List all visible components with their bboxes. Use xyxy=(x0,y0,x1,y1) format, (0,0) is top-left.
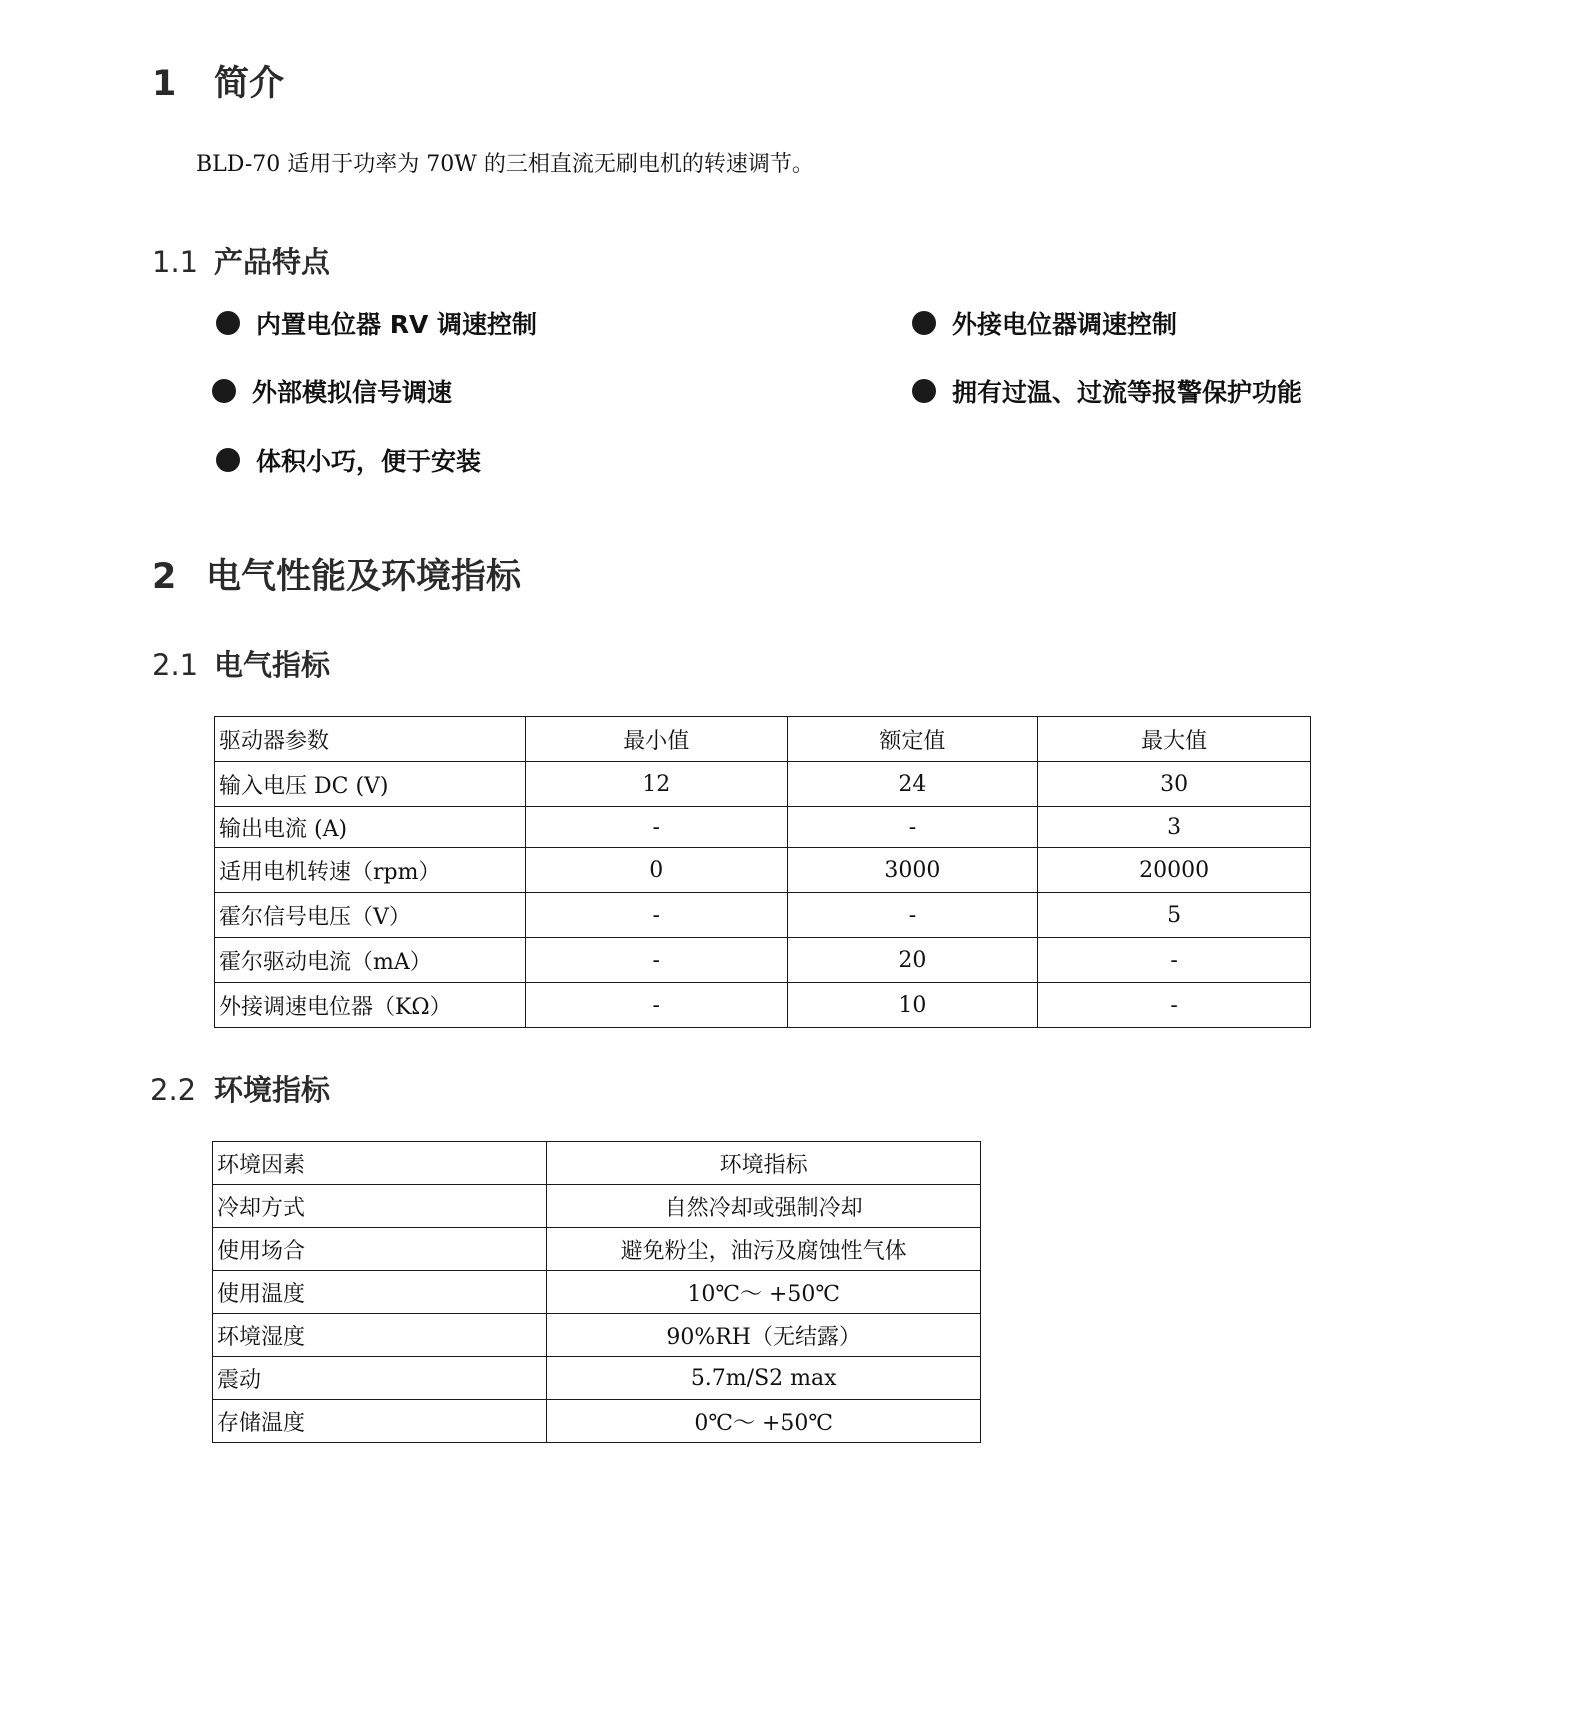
table-cell: - xyxy=(787,807,1038,848)
table-cell: - xyxy=(525,893,787,938)
table-cell: 10℃～ +50℃ xyxy=(547,1271,981,1314)
bullet-icon xyxy=(216,311,240,335)
section-1-1-number: 1.1 xyxy=(152,245,199,279)
table-cell: 避免粉尘，油污及腐蚀性气体 xyxy=(547,1228,981,1271)
table-row xyxy=(213,1271,981,1314)
section-2-2-title: 环境指标 xyxy=(214,1073,331,1107)
section-1-1-heading xyxy=(152,240,330,281)
table-cell: 输出电流 (A) xyxy=(215,807,526,848)
header-cell: 最小值 xyxy=(525,717,787,762)
table-cell: 90%RH（无结露） xyxy=(547,1314,981,1357)
section-2-1-heading xyxy=(152,643,330,684)
section-2-2-heading xyxy=(150,1068,330,1109)
bullet-icon xyxy=(912,379,936,403)
table-cell: 12 xyxy=(525,762,787,807)
feature-item xyxy=(912,373,1302,409)
table-header-row xyxy=(213,1142,981,1185)
table-row xyxy=(213,1314,981,1357)
table-cell: 20000 xyxy=(1038,848,1311,893)
feature-label: 外接电位器调速控制 xyxy=(952,310,1178,339)
table-row xyxy=(213,1400,981,1443)
table-cell: - xyxy=(1038,983,1311,1028)
table-cell: 外接调速电位器（KΩ） xyxy=(215,983,526,1028)
table-cell: 5.7m/S2 max xyxy=(547,1357,981,1400)
header-cell: 驱动器参数 xyxy=(215,717,526,762)
header-cell: 额定值 xyxy=(787,717,1038,762)
section-2-title: 电气性能及环境指标 xyxy=(206,557,522,597)
table-cell: 霍尔信号电压（V） xyxy=(215,893,526,938)
table-cell: 使用场合 xyxy=(213,1228,547,1271)
section-2-2-number: 2.2 xyxy=(150,1073,197,1107)
table-cell: 3000 xyxy=(787,848,1038,893)
table-row xyxy=(213,1357,981,1400)
section-1-heading xyxy=(152,56,284,106)
table-row xyxy=(215,807,1311,848)
table-cell: 震动 xyxy=(213,1357,547,1400)
bullet-icon xyxy=(212,379,236,403)
electrical-spec-table xyxy=(214,716,1311,1028)
section-2-1-title: 电气指标 xyxy=(214,648,331,682)
table-cell: 环境湿度 xyxy=(213,1314,547,1357)
table-cell: - xyxy=(1038,938,1311,983)
section-2-number: 2 xyxy=(152,557,177,597)
table-row xyxy=(213,1228,981,1271)
header-cell: 最大值 xyxy=(1038,717,1311,762)
feature-item xyxy=(216,305,537,341)
table-cell: 霍尔驱动电流（mA） xyxy=(215,938,526,983)
header-cell: 环境指标 xyxy=(547,1142,981,1185)
table-row xyxy=(215,983,1311,1028)
intro-paragraph: BLD-70 适用于功率为 70W 的三相直流无刷电机的转速调节。 xyxy=(196,152,814,177)
bullet-icon xyxy=(216,448,240,472)
feature-label: 拥有过温、过流等报警保护功能 xyxy=(952,378,1303,407)
table-cell: - xyxy=(787,893,1038,938)
section-1-title: 简介 xyxy=(214,64,285,104)
table-row xyxy=(215,762,1311,807)
header-cell: 环境因素 xyxy=(213,1142,547,1185)
table-cell: 10 xyxy=(787,983,1038,1028)
section-2-heading xyxy=(152,549,521,599)
section-1-1-title: 产品特点 xyxy=(214,245,331,279)
section-2-1-number: 2.1 xyxy=(152,648,199,682)
feature-item xyxy=(212,373,452,409)
table-cell: 20 xyxy=(787,938,1038,983)
table-cell: 5 xyxy=(1038,893,1311,938)
table-cell: 自然冷却或强制冷却 xyxy=(547,1185,981,1228)
table-cell: 输入电压 DC (V) xyxy=(215,762,526,807)
table-cell: 3 xyxy=(1038,807,1311,848)
feature-label: 体积小巧，便于安装 xyxy=(256,447,482,476)
table-header-row xyxy=(215,717,1311,762)
table-cell: 冷却方式 xyxy=(213,1185,547,1228)
table-row xyxy=(215,893,1311,938)
table-row xyxy=(215,938,1311,983)
table-cell: 30 xyxy=(1038,762,1311,807)
table-cell: - xyxy=(525,807,787,848)
feature-label: 内置电位器 RV 调速控制 xyxy=(256,310,538,339)
feature-label: 外部模拟信号调速 xyxy=(252,378,453,407)
environment-spec-table xyxy=(212,1141,981,1443)
table-cell: 使用温度 xyxy=(213,1271,547,1314)
bullet-icon xyxy=(912,311,936,335)
table-cell: 适用电机转速（rpm） xyxy=(215,848,526,893)
table-row xyxy=(213,1185,981,1228)
table-cell: 24 xyxy=(787,762,1038,807)
section-1-number: 1 xyxy=(152,64,177,104)
table-cell: - xyxy=(525,938,787,983)
feature-item xyxy=(912,305,1177,341)
table-cell: - xyxy=(525,983,787,1028)
table-cell: 0 xyxy=(525,848,787,893)
table-cell: 0℃～ +50℃ xyxy=(547,1400,981,1443)
table-row xyxy=(215,848,1311,893)
feature-item xyxy=(216,442,481,478)
table-cell: 存储温度 xyxy=(213,1400,547,1443)
